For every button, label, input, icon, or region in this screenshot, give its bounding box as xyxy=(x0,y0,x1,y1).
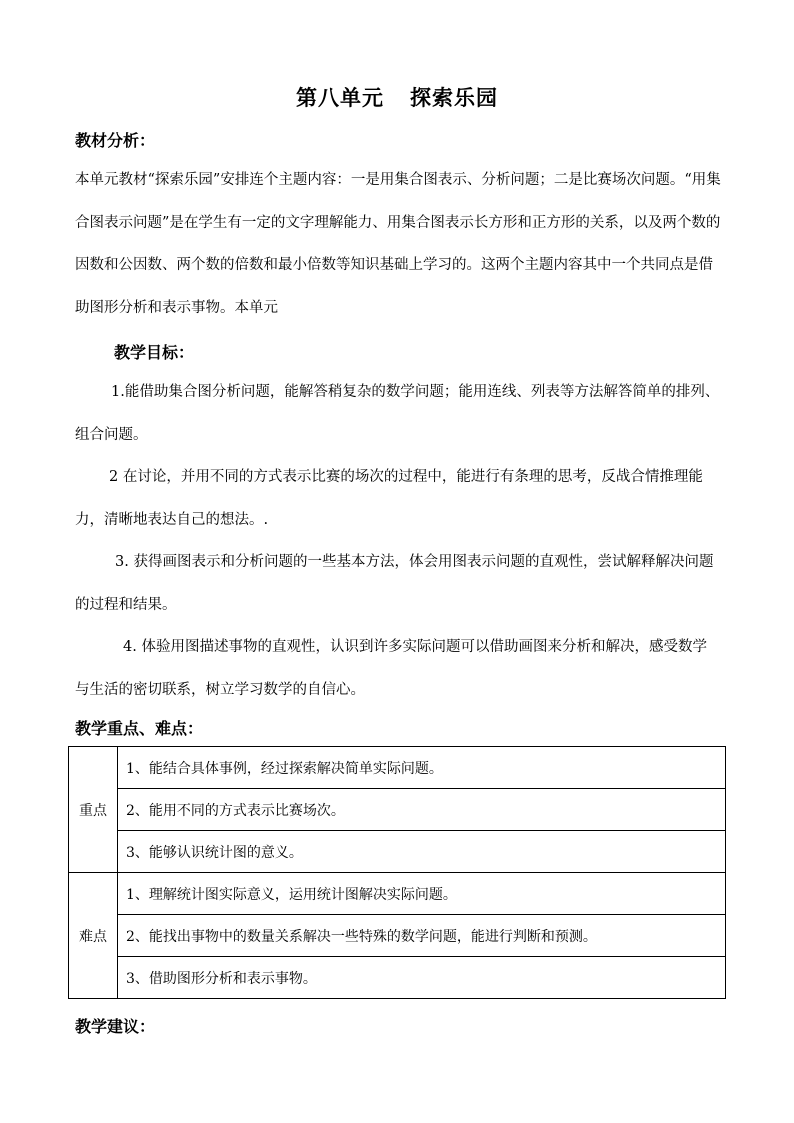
table-row xyxy=(69,915,726,957)
table-cell: 1、理解统计图实际意义，运用统计图解决实际问题。 xyxy=(118,873,726,915)
table-cell: 2、能找出事物中的数量关系解决一些特殊的数学问题，能进行判断和预测。 xyxy=(118,915,726,957)
table-cell: 3、借助图形分析和表示事物。 xyxy=(118,957,726,999)
category-cell-key: 重点 xyxy=(69,747,118,873)
goals-heading: 教学目标： xyxy=(114,343,195,362)
goal-item-2: 2 在讨论，并用不同的方式表示比赛的场次的过程中，能进行有条理的思考，反战合情推理能力，清晰地表达自己的想法。. xyxy=(75,469,703,528)
title-unit: 第八单元 xyxy=(296,85,384,110)
table-row xyxy=(69,747,726,789)
table-row xyxy=(69,957,726,999)
title-topic: 探索乐园 xyxy=(410,85,498,110)
goal-item-1: 1.能借助集合图分析问题，能解答稍复杂的数学问题；能用连线、列表等方法解答简单的排列、组合问题。 xyxy=(75,384,720,443)
analysis-heading: 教材分析： xyxy=(75,131,156,150)
key-points-table xyxy=(68,746,726,999)
table-row xyxy=(69,831,726,873)
goal-item-3: 3. 获得画图表示和分析问题的一些基本方法，体会用图表示问题的直观性，尝试解释解决问题的过程和结果。 xyxy=(75,554,714,613)
table-row xyxy=(69,873,726,915)
table-cell: 1、能结合具体事例，经过探索解决简单实际问题。 xyxy=(118,747,726,789)
table-cell: 2、能用不同的方式表示比赛场次。 xyxy=(118,789,726,831)
analysis-paragraph: 本单元教材“探索乐园”安排连个主题内容：一是用集合图表示、分析问题；二是比赛场次问题。“用集合图表示问题”是在学生有一定的文字理解能力、用集合图表示长方形和正方形的关系，以及两个数的因数和公因数、两个数的倍数和最小倍数等知识基础上学习的。这两个主题内容其中一个共同点是借助图形分析和表示事物。本单元 xyxy=(75,172,721,316)
category-cell-difficult: 难点 xyxy=(69,873,118,999)
goal-item-4: 4. 体验用图描述事物的直观性，认识到许多实际问题可以借助画图来分析和解决，感受数学与生活的密切联系，树立学习数学的自信心。 xyxy=(75,639,707,698)
key-points-heading: 教学重点、难点： xyxy=(75,719,204,738)
suggestions-heading: 教学建议： xyxy=(75,1017,156,1036)
table-cell: 3、能够认识统计图的意义。 xyxy=(118,831,726,873)
page-title xyxy=(0,82,794,112)
table-row xyxy=(69,789,726,831)
